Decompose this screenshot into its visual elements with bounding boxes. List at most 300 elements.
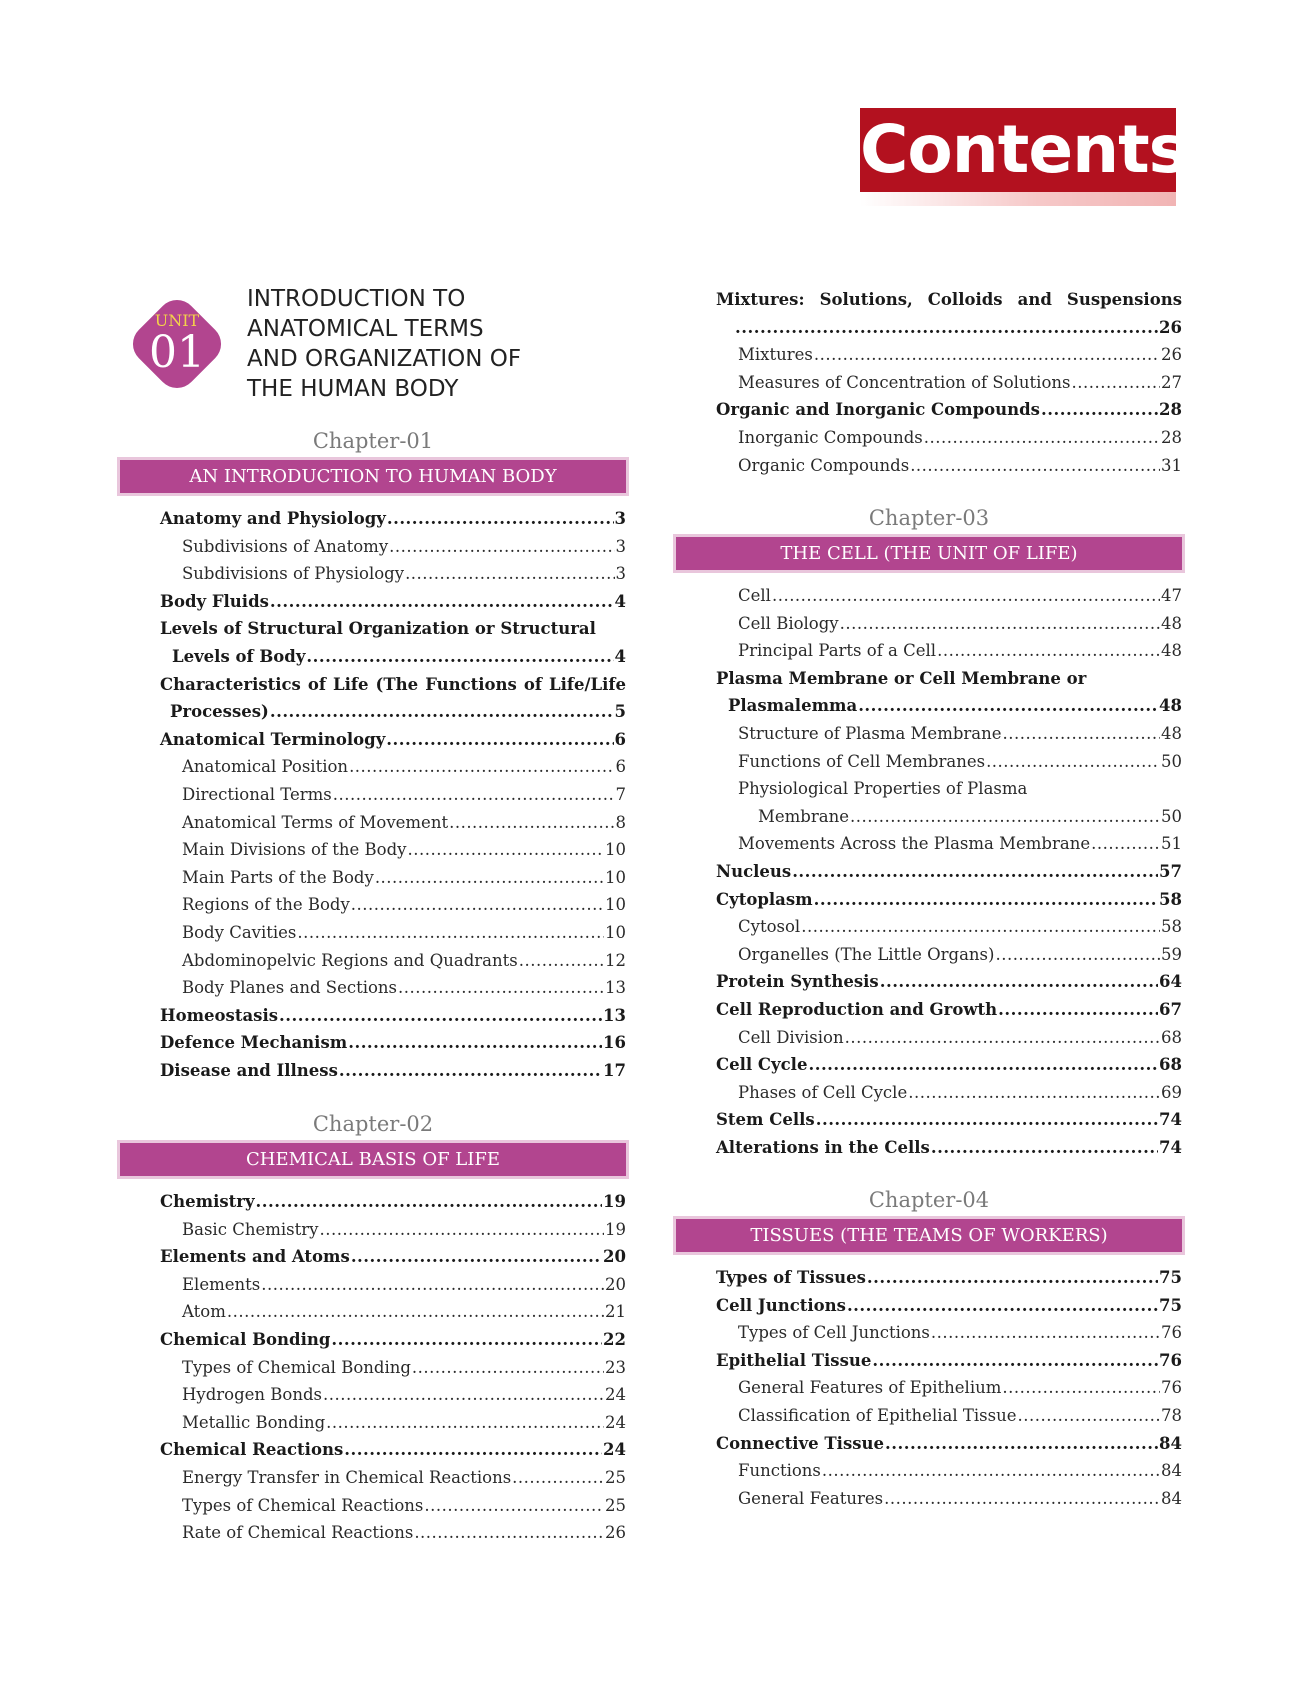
dot-leader xyxy=(1041,396,1158,424)
chapter-03-section xyxy=(676,503,1182,1161)
toc-entry-title: Homeostasis xyxy=(160,1005,279,1025)
toc-entry-title: Characteristics of Life (The Functions of Life/Life xyxy=(160,674,626,694)
toc-entry-title: Mixtures: Solutions, Colloids and Suspensions xyxy=(716,290,1182,309)
toc-entry-title: Protein Synthesis xyxy=(716,972,879,992)
dot-leader xyxy=(986,748,1160,776)
toc-page-number: 24 xyxy=(605,1412,626,1432)
toc-entry[interactable] xyxy=(120,1381,626,1409)
toc-entry[interactable] xyxy=(120,1354,626,1382)
dot-leader xyxy=(256,1188,602,1216)
toc-entry[interactable] xyxy=(120,588,626,616)
dot-leader xyxy=(519,947,604,975)
toc-entry[interactable] xyxy=(676,665,1182,693)
dot-leader xyxy=(880,968,1158,996)
toc-entry[interactable] xyxy=(676,1024,1182,1052)
toc-entry[interactable] xyxy=(120,1519,626,1547)
chapter-label: Chapter-03 xyxy=(868,506,990,530)
toc-entry-title: Cell xyxy=(738,586,771,605)
toc-entry-title: Anatomical Position xyxy=(182,757,349,777)
toc-entry[interactable] xyxy=(676,396,1182,424)
dot-leader xyxy=(910,452,1160,480)
toc-page-number: 22 xyxy=(603,1329,626,1349)
dot-leader xyxy=(814,341,1160,369)
toc-entry[interactable] xyxy=(120,753,626,781)
toc-entry-title: Types of Chemical Bonding xyxy=(182,1357,411,1377)
toc-entry-title: Subdivisions of Physiology xyxy=(182,564,405,584)
dot-leader xyxy=(331,1326,602,1354)
dot-leader xyxy=(227,1298,604,1326)
dot-leader xyxy=(995,941,1160,969)
dot-leader xyxy=(297,919,604,947)
toc-entry[interactable] xyxy=(676,775,1182,803)
dot-leader xyxy=(405,560,614,588)
toc-entry-title: Connective Tissue xyxy=(716,1433,885,1453)
toc-page-number: 13 xyxy=(605,978,626,998)
toc-entry[interactable] xyxy=(120,505,626,533)
dot-leader xyxy=(937,637,1160,665)
toc-page-number: 47 xyxy=(1161,586,1182,605)
toc-page-number: 3 xyxy=(614,509,626,528)
toc-entry[interactable] xyxy=(676,314,1182,342)
toc-page-number: 74 xyxy=(1159,1137,1182,1157)
dot-leader xyxy=(884,1485,1160,1513)
toc-entry[interactable] xyxy=(676,748,1182,776)
dot-leader xyxy=(351,1243,602,1271)
toc-entry[interactable] xyxy=(676,720,1182,748)
toc-entry-title: Types of Chemical Reactions xyxy=(182,1495,424,1515)
toc-entry[interactable] xyxy=(120,1057,626,1085)
toc-entry-title: Chemical Bonding xyxy=(160,1329,331,1349)
toc-entry[interactable] xyxy=(676,692,1182,720)
toc-entry[interactable] xyxy=(120,1492,626,1520)
toc-entry[interactable] xyxy=(120,781,626,809)
toc-entry[interactable] xyxy=(676,803,1182,831)
toc-page-number: 48 xyxy=(1161,723,1182,743)
dot-leader xyxy=(412,1354,604,1382)
toc-entry[interactable] xyxy=(676,637,1182,665)
toc-entry-title: Main Divisions of the Body xyxy=(182,840,407,860)
toc-page-number: 31 xyxy=(1161,455,1182,475)
toc-entry-title: Basic Chemistry xyxy=(182,1219,319,1239)
toc-entry[interactable] xyxy=(120,1002,626,1030)
chapter-label: Chapter-04 xyxy=(868,1188,990,1212)
toc-entry[interactable] xyxy=(676,1402,1182,1430)
toc-page-number: 59 xyxy=(1161,944,1182,964)
dot-leader xyxy=(349,753,614,781)
toc-entry[interactable] xyxy=(676,1079,1182,1107)
toc-page-number: 58 xyxy=(1161,917,1182,937)
dot-leader xyxy=(931,1134,1158,1162)
toc-page-number: 68 xyxy=(1161,1027,1182,1047)
toc-entry[interactable] xyxy=(120,560,626,588)
toc-entry[interactable] xyxy=(676,886,1182,914)
dot-leader xyxy=(1072,369,1161,397)
toc-entry[interactable] xyxy=(120,919,626,947)
unit-title-line: AND ORGANIZATION OF xyxy=(247,346,522,372)
toc-page-number: 19 xyxy=(605,1219,626,1239)
toc-entry[interactable] xyxy=(120,1243,626,1271)
toc-entry-title: Body Cavities xyxy=(182,922,297,942)
dot-leader xyxy=(772,582,1160,610)
toc-entry[interactable] xyxy=(120,974,626,1002)
dot-leader xyxy=(1002,1374,1160,1402)
unit-label: UNIT xyxy=(154,311,200,330)
dot-leader xyxy=(816,1106,1158,1134)
toc-list xyxy=(676,286,1182,479)
dot-leader xyxy=(408,836,605,864)
toc-entry-title: Mixtures xyxy=(738,345,813,365)
toc-entry-title: Organic Compounds xyxy=(738,455,910,475)
toc-page-number: 50 xyxy=(1161,751,1182,771)
toc-entry[interactable] xyxy=(676,996,1182,1024)
dot-leader xyxy=(814,886,1158,914)
toc-entry-title: Metallic Bonding xyxy=(182,1412,326,1432)
dot-leader xyxy=(386,726,613,754)
toc-entry-title: Cytosol xyxy=(738,917,801,937)
toc-entry-title: Types of Cell Junctions xyxy=(738,1323,930,1343)
dot-leader xyxy=(840,610,1160,638)
toc-entry[interactable] xyxy=(676,913,1182,941)
toc-page-number: 69 xyxy=(1161,1082,1182,1102)
toc-page-number: 21 xyxy=(605,1302,626,1322)
dot-leader xyxy=(867,1264,1158,1292)
toc-entry-title: Chemistry xyxy=(160,1192,255,1211)
toc-list xyxy=(120,505,626,1084)
chapter-title-bar: CHEMICAL BASIS OF LIFE xyxy=(120,1143,626,1176)
toc-page-number: 19 xyxy=(603,1192,626,1211)
toc-page-number: 6 xyxy=(614,729,626,749)
toc-entry-title: Directional Terms xyxy=(182,784,332,804)
toc-page-number: 51 xyxy=(1161,834,1182,854)
toc-page-number: 4 xyxy=(614,591,626,611)
toc-page-number: 84 xyxy=(1161,1488,1182,1508)
toc-entry-title: Principal Parts of a Cell xyxy=(738,641,937,661)
toc-page-number: 84 xyxy=(1161,1461,1182,1481)
dot-leader xyxy=(858,692,1158,720)
toc-entry-title: Cell Junctions xyxy=(716,1295,846,1315)
contents-title: Contents xyxy=(860,108,1176,192)
contents-underbar xyxy=(860,192,1176,206)
toc-entry-title: Measures of Concentration of Solutions xyxy=(738,372,1071,392)
toc-page-number: 50 xyxy=(1161,806,1182,826)
toc-entry[interactable] xyxy=(120,1216,626,1244)
toc-entry[interactable] xyxy=(676,1485,1182,1513)
dot-leader xyxy=(326,1409,604,1437)
toc-entry-title: Nucleus xyxy=(716,861,792,881)
toc-entry-title: Plasma Membrane or Cell Membrane or xyxy=(716,668,1087,688)
toc-entry-title: Subdivisions of Anatomy xyxy=(182,536,389,556)
toc-entry-title: Abdominopelvic Regions and Quadrants xyxy=(182,950,518,970)
toc-page-number: 5 xyxy=(614,702,626,722)
toc-entry[interactable] xyxy=(676,858,1182,886)
toc-entry-title: Body Fluids xyxy=(160,591,269,611)
toc-entry-title: Elements xyxy=(182,1274,261,1294)
toc-entry[interactable] xyxy=(676,1347,1182,1375)
toc-entry-title: Atom xyxy=(182,1302,226,1322)
toc-page-number: 10 xyxy=(605,922,626,942)
toc-page-number: 24 xyxy=(603,1440,626,1460)
toc-page-number: 17 xyxy=(603,1060,626,1080)
dot-leader xyxy=(339,1057,602,1085)
toc-entry-title: Levels of Body xyxy=(172,646,306,666)
toc-entry-title: Organic and Inorganic Compounds xyxy=(716,400,1040,420)
toc-entry-title: Physiological Properties of Plasma xyxy=(738,779,1028,799)
toc-page-number: 27 xyxy=(1161,372,1182,392)
toc-entry[interactable] xyxy=(676,1319,1182,1347)
unit-title-line: ANATOMICAL TERMS xyxy=(247,316,484,342)
toc-entry-title: Defence Mechanism xyxy=(160,1033,348,1053)
toc-page-number: 76 xyxy=(1161,1323,1182,1343)
dot-leader xyxy=(424,1492,604,1520)
dot-leader xyxy=(1017,1402,1160,1430)
toc-page-number: 8 xyxy=(615,812,626,832)
unit-title xyxy=(247,284,577,404)
toc-page-number: 48 xyxy=(1161,641,1182,661)
toc-entry[interactable] xyxy=(676,1292,1182,1320)
dot-leader xyxy=(389,533,614,561)
unit-title-line: INTRODUCTION TO xyxy=(247,286,466,312)
dot-leader xyxy=(375,864,604,892)
dot-leader xyxy=(872,1347,1158,1375)
chapter-02-section xyxy=(120,1109,626,1547)
toc-entry-title: Movements Across the Plasma Membrane xyxy=(738,834,1091,854)
toc-page-number: 10 xyxy=(605,840,626,860)
toc-entry[interactable] xyxy=(676,1134,1182,1162)
toc-entry-title: Epithelial Tissue xyxy=(716,1350,872,1370)
toc-entry[interactable] xyxy=(120,671,626,699)
toc-entry-title: Anatomy and Physiology xyxy=(160,509,386,528)
toc-entry[interactable] xyxy=(120,1409,626,1437)
dot-leader xyxy=(1003,720,1160,748)
toc-entry-title: Stem Cells xyxy=(716,1110,815,1130)
toc-entry[interactable] xyxy=(676,286,1182,314)
toc-page-number: 64 xyxy=(1159,972,1182,992)
toc-page-number: 3 xyxy=(615,564,626,584)
toc-entry[interactable] xyxy=(676,610,1182,638)
toc-page-number: 12 xyxy=(605,950,626,970)
dot-leader xyxy=(333,781,615,809)
toc-page-number: 84 xyxy=(1159,1433,1182,1453)
unit-title-line: THE HUMAN BODY xyxy=(247,376,459,402)
dot-leader xyxy=(792,858,1158,886)
toc-entry[interactable] xyxy=(120,643,626,671)
toc-entry-title: Chemical Reactions xyxy=(160,1440,344,1460)
toc-page-number: 48 xyxy=(1161,613,1182,633)
dot-leader xyxy=(449,809,614,837)
chapter-01-section xyxy=(120,426,626,1084)
toc-page-number: 28 xyxy=(1161,427,1182,447)
dot-leader xyxy=(847,1292,1158,1320)
toc-entry-title: Types of Tissues xyxy=(716,1268,866,1287)
toc-entry-title: Phases of Cell Cycle xyxy=(738,1082,908,1102)
toc-entry[interactable] xyxy=(676,452,1182,480)
toc-page-number: 24 xyxy=(605,1385,626,1405)
toc-page-number: 7 xyxy=(615,784,626,804)
dot-leader xyxy=(261,1271,604,1299)
dot-leader xyxy=(512,1464,604,1492)
toc-entry[interactable] xyxy=(120,1464,626,1492)
dot-leader xyxy=(1091,830,1160,858)
toc-entry[interactable] xyxy=(120,947,626,975)
dot-leader xyxy=(908,1079,1160,1107)
chapter-04-section xyxy=(676,1185,1182,1512)
toc-entry[interactable] xyxy=(120,1271,626,1299)
toc-entry[interactable] xyxy=(676,341,1182,369)
dot-leader xyxy=(270,588,614,616)
toc-entry-title: Elements and Atoms xyxy=(160,1247,350,1267)
dot-leader xyxy=(998,996,1158,1024)
chapter-title-bar: THE CELL (THE UNIT OF LIFE) xyxy=(676,537,1182,570)
chapter-02-continued xyxy=(676,286,1182,479)
toc-page-number: 25 xyxy=(605,1495,626,1515)
toc-entry-title: Cell Division xyxy=(738,1027,844,1047)
toc-entry-title: Cell Reproduction and Growth xyxy=(716,999,998,1019)
toc-page-number: 6 xyxy=(615,757,626,777)
toc-page-number: 28 xyxy=(1159,400,1182,420)
toc-entry-title: Rate of Chemical Reactions xyxy=(182,1523,414,1543)
toc-page-number: 3 xyxy=(615,536,626,556)
toc-page-number: 78 xyxy=(1161,1405,1182,1425)
toc-entry[interactable] xyxy=(676,1264,1182,1292)
toc-entry[interactable] xyxy=(676,968,1182,996)
toc-entry[interactable] xyxy=(120,1188,626,1216)
toc-entry[interactable] xyxy=(120,1326,626,1354)
dot-leader xyxy=(822,1457,1160,1485)
toc-page-number: 23 xyxy=(605,1357,626,1377)
toc-entry-title: Body Planes and Sections xyxy=(182,978,398,998)
toc-list xyxy=(120,1188,626,1547)
toc-page-number: 48 xyxy=(1159,696,1182,716)
dot-leader xyxy=(319,1216,604,1244)
toc-entry[interactable] xyxy=(676,941,1182,969)
chapter-label: Chapter-02 xyxy=(312,1112,434,1136)
toc-page-number: 13 xyxy=(603,1005,626,1025)
toc-entry-title: Disease and Illness xyxy=(160,1060,338,1080)
dot-leader xyxy=(414,1519,604,1547)
toc-entry-title: Cell Biology xyxy=(738,613,839,633)
toc-entry-title: Processes) xyxy=(170,702,269,722)
dot-leader xyxy=(845,1024,1160,1052)
toc-entry[interactable] xyxy=(676,1430,1182,1458)
unit-badge xyxy=(123,290,231,398)
toc-page-number: 76 xyxy=(1161,1378,1182,1398)
toc-page-number: 25 xyxy=(605,1467,626,1487)
toc-entry-title: Cell Cycle xyxy=(716,1055,808,1075)
dot-leader xyxy=(850,803,1160,831)
toc-entry[interactable] xyxy=(676,1374,1182,1402)
toc-page-number: 74 xyxy=(1159,1110,1182,1130)
unit-number: 01 xyxy=(149,327,205,378)
toc-page-number: 75 xyxy=(1159,1268,1182,1287)
toc-page-number: 16 xyxy=(603,1033,626,1053)
toc-page-number: 76 xyxy=(1159,1350,1182,1370)
toc-entry[interactable] xyxy=(120,533,626,561)
toc-entry[interactable] xyxy=(120,1298,626,1326)
chapter-title-bar: TISSUES (THE TEAMS OF WORKERS) xyxy=(676,1219,1182,1252)
toc-entry-title: Main Parts of the Body xyxy=(182,867,374,887)
toc-entry[interactable] xyxy=(676,582,1182,610)
toc-entry[interactable] xyxy=(120,1029,626,1057)
toc-page-number: 57 xyxy=(1159,861,1182,881)
toc-page-number: 75 xyxy=(1159,1295,1182,1315)
toc-entry-title: Membrane xyxy=(758,806,849,826)
toc-entry-title: Inorganic Compounds xyxy=(738,427,923,447)
dot-leader xyxy=(885,1430,1158,1458)
toc-page-number: 58 xyxy=(1159,889,1182,909)
toc-page-number: 26 xyxy=(1159,317,1182,337)
dot-leader xyxy=(398,974,604,1002)
toc-page-number: 26 xyxy=(605,1523,626,1543)
dot-leader xyxy=(306,643,613,671)
toc-entry[interactable] xyxy=(676,1106,1182,1134)
toc-entry[interactable] xyxy=(676,369,1182,397)
toc-entry-title: Anatomical Terminology xyxy=(160,729,386,749)
dot-leader xyxy=(387,505,614,533)
dot-leader xyxy=(924,424,1160,452)
toc-page-number: 26 xyxy=(1161,345,1182,365)
toc-entry[interactable] xyxy=(120,809,626,837)
toc-entry-title: Alterations in the Cells xyxy=(716,1137,930,1157)
toc-entry-title: Levels of Structural Organization or Structural xyxy=(160,619,596,639)
toc-page-number: 10 xyxy=(605,895,626,915)
toc-entry[interactable] xyxy=(676,830,1182,858)
toc-page-number: 20 xyxy=(603,1247,626,1267)
toc-entry[interactable] xyxy=(120,836,626,864)
toc-page-number: 10 xyxy=(605,867,626,887)
toc-list xyxy=(676,1264,1182,1512)
chapter-label: Chapter-01 xyxy=(312,429,434,453)
toc-entry-title: Plasmalemma xyxy=(728,696,858,716)
dot-leader xyxy=(270,698,614,726)
dot-leader xyxy=(344,1436,602,1464)
toc-entry[interactable] xyxy=(676,1457,1182,1485)
toc-entry-title: Regions of the Body xyxy=(182,895,350,915)
toc-entry-title: Structure of Plasma Membrane xyxy=(738,723,1002,743)
toc-entry[interactable] xyxy=(120,1436,626,1464)
toc-page-number: 4 xyxy=(614,646,626,666)
toc-entry-title: Anatomical Terms of Movement xyxy=(182,812,449,832)
toc-entry-title: Classification of Epithelial Tissue xyxy=(738,1405,1017,1425)
dot-leader xyxy=(801,913,1160,941)
toc-entry[interactable] xyxy=(120,726,626,754)
toc-entry[interactable] xyxy=(676,424,1182,452)
dot-leader xyxy=(348,1029,602,1057)
toc-entry[interactable] xyxy=(120,698,626,726)
dot-leader xyxy=(735,314,1158,342)
toc-entry[interactable] xyxy=(120,864,626,892)
toc-entry-title: Energy Transfer in Chemical Reactions xyxy=(182,1467,512,1487)
toc-list xyxy=(676,582,1182,1161)
dot-leader xyxy=(808,1051,1158,1079)
toc-entry[interactable] xyxy=(120,615,626,643)
toc-entry-title: Hydrogen Bonds xyxy=(182,1385,323,1405)
toc-entry[interactable] xyxy=(120,891,626,919)
toc-page-number: 67 xyxy=(1159,999,1182,1019)
dot-leader xyxy=(931,1319,1160,1347)
dot-leader xyxy=(323,1381,604,1409)
toc-entry-title: Cytoplasm xyxy=(716,889,813,909)
toc-entry-title: General Features xyxy=(738,1488,884,1508)
toc-entry-title: Functions xyxy=(738,1461,821,1481)
toc-entry-title: General Features of Epithelium xyxy=(738,1378,1002,1398)
toc-page-number: 20 xyxy=(605,1274,626,1294)
toc-page-number: 68 xyxy=(1159,1055,1182,1075)
toc-entry[interactable] xyxy=(676,1051,1182,1079)
toc-entry-title: Organelles (The Little Organs) xyxy=(738,944,995,964)
toc-entry-title: Functions of Cell Membranes xyxy=(738,751,986,771)
chapter-title-bar: AN INTRODUCTION TO HUMAN BODY xyxy=(120,460,626,493)
dot-leader xyxy=(279,1002,602,1030)
